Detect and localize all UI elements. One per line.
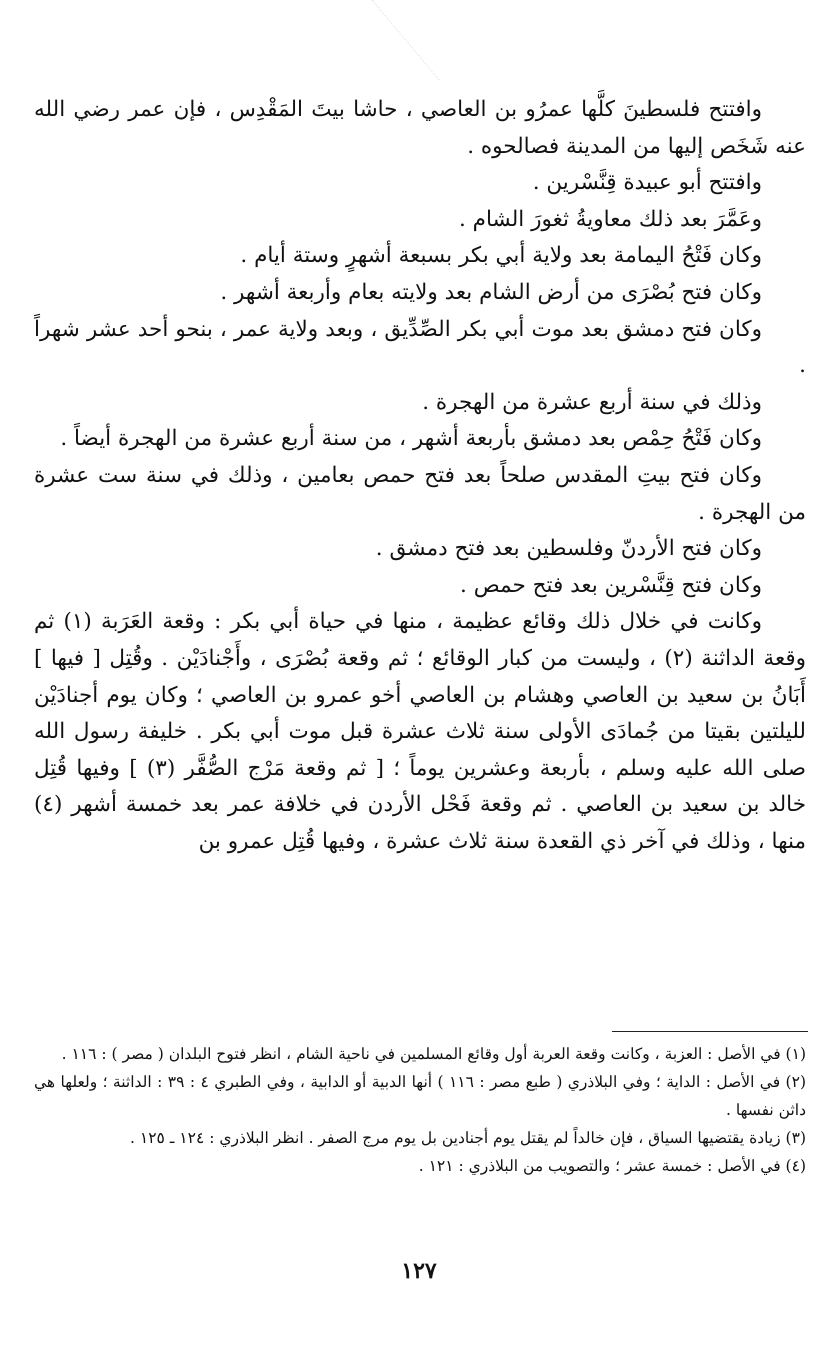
paragraph: وكان فَتْحُ اليمامة بعد ولاية أبي بكر بسبعة أشهرٍ وستة أيام . — [240, 243, 762, 269]
paragraph: وكانت في خلال ذلك وقائع عظيمة ، منها في حياة أبي بكر : وقعة العَرَبة (١) ثم وقعة الداثنة (٢) ، وليست من كبار الوقائع ؛ ثم وقعة بُصْرَى ، وأَجْنادَيْن . وقُتِل [ فيها ] أَبَانُ بن سعيد بن العاصي وهشام بن العاصي أخو عمرو بن العاصي ؛ وكان يوم أجنادَيْن لليلتين بقيتا من جُمادَى الأولى سنة ثلاث عشرة قبل موت أبي بكر . خليفة رسول الله صلى الله عليه وسلم ، بأربعة وعشرين يوماً ؛ [ ثم وقعة مَرْج الصُّفَّر (٣) ] وفيها قُتِل خالد بن سعيد بن العاصي . ثم وقعة فَحْل الأردن في خلافة عمر بعد خمسة أشهر (٤) منها ، وذلك في آخر ذي القعدة سنة ثلاث عشرة ، وفيها قُتِل عمرو بن — [34, 609, 806, 854]
footnote: (١) في الأصل : العزبة ، وكانت وقعة العربة أول وقائع المسلمين في ناحية الشام ، انظر فتوح البلدان ( مصر ) : ١١٦ . — [61, 1045, 806, 1063]
scan-artifact — [241, 0, 439, 80]
paragraph: وكان فتح قِنَّسْرين بعد فتح حمص . — [460, 572, 762, 598]
footnote: (٣) زيادة يقتضيها السياق ، فإن خالداً لم يقتل يوم أجنادين بل يوم مرج الصفر . انظر البلاذري : ١٢٤ ـ ١٢٥ . — [130, 1129, 806, 1147]
paragraph: وافتتح أبو عبيدة قِنَّسْرين . — [532, 170, 762, 196]
page-number: ١٢٧ — [401, 1258, 437, 1284]
main-text — [34, 92, 806, 860]
paragraph: وكان فَتْحُ حِمْص بعد دمشق بأربعة أشهر ، من سنة أربع عشرة من الهجرة أيضاً . — [60, 426, 762, 452]
paragraph: وافتتح فلسطينَ كلَّها عمرُو بن العاصي ، حاشا بيتَ المَقْدِس ، فإن عمر رضي الله عنه شَخَص إليها من المدينة فصالحوه . — [34, 97, 806, 159]
paragraph: وكان فتح دمشق بعد موت أبي بكر الصِّدِّيق ، وبعد ولاية عمر ، بنحو أحد عشر شهراً . — [34, 316, 806, 379]
paragraph: وعَمَّرَ بعد ذلك معاويةُ ثغورَ الشام . — [459, 206, 762, 232]
paragraph: وكان فتح بيتِ المقدس صلحاً بعد فتح حمص بعامين ، وذلك في سنة ست عشرة من الهجرة . — [34, 462, 806, 525]
footnote: (٤) في الأصل : خمسة عشر ؛ والتصويب من البلاذري : ١٢١ . — [418, 1157, 806, 1175]
paragraph: وكان فتح بُصْرَى من أرض الشام بعد ولايته بعام وأربعة أشهر . — [220, 279, 762, 305]
footnote-divider — [612, 1031, 808, 1032]
paragraph: وكان فتح الأردنّ وفلسطين بعد فتح دمشق . — [375, 536, 762, 562]
footnote: (٢) في الأصل : الداية ؛ وفي البلاذري ( طبع مصر : ١١٦ ) أنها الدبية أو الدابية ، وفي الطبري ٤ : ٣٩ : الداثنة ؛ ولعلها هي داثن نفسها . — [34, 1073, 806, 1119]
paragraph: وذلك في سنة أربع عشرة من الهجرة . — [422, 389, 762, 415]
footnotes — [34, 1040, 806, 1180]
